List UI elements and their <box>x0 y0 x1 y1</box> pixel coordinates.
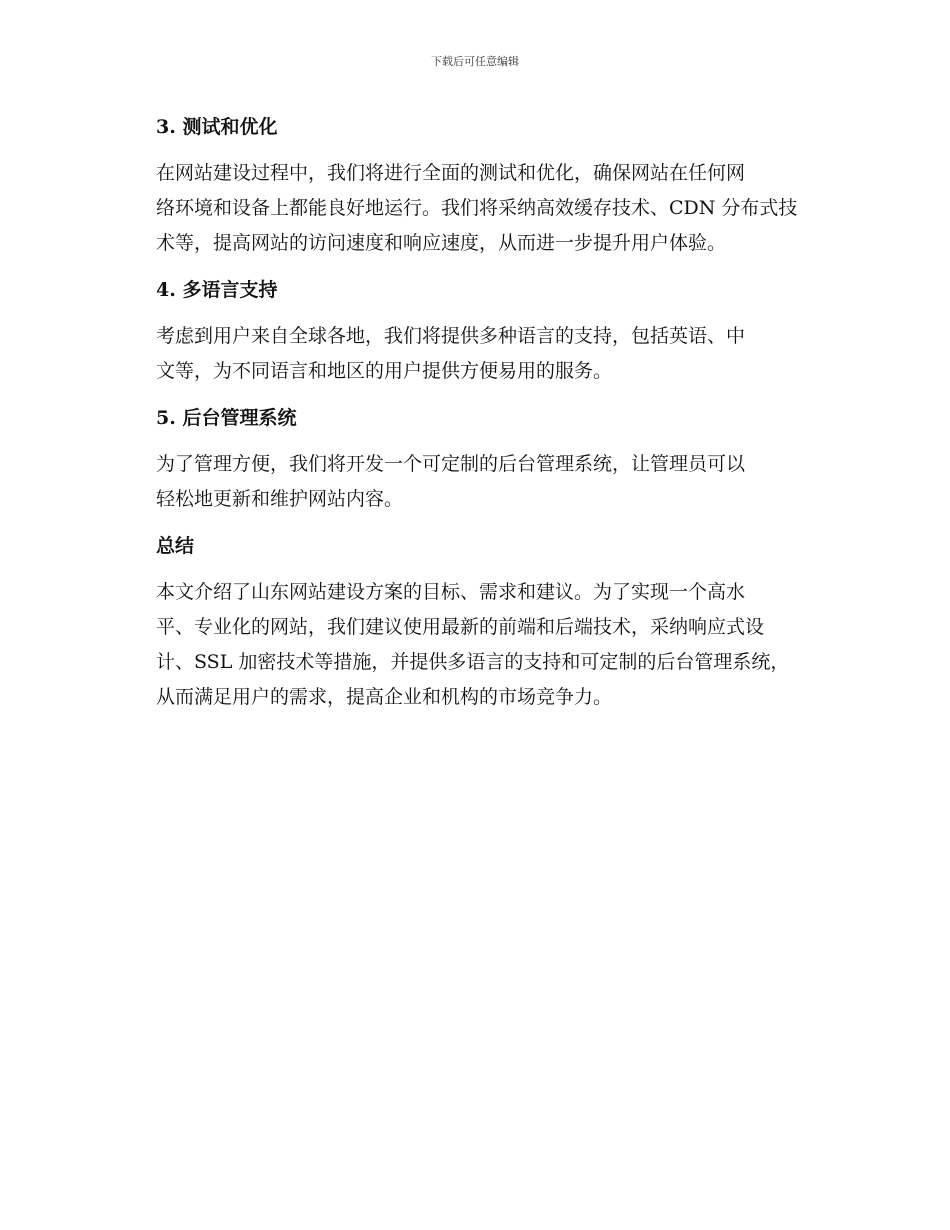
section-paragraph-admin-system <box>112 447 838 517</box>
section-paragraph-multilanguage <box>112 319 838 389</box>
section-paragraph-testing <box>112 156 838 261</box>
paragraph-line: 络环境和设备上都能良好地运行。我们将采纳高效缓存技术、CDN 分布式技 <box>156 197 798 219</box>
paragraph-line: 在网站建设过程中，我们将进行全面的测试和优化，确保网站在任何网 <box>156 162 746 184</box>
paragraph-line: 为了管理方便，我们将开发一个可定制的后台管理系统，让管理员可以 <box>156 453 746 475</box>
paragraph-line: 平、专业化的网站，我们建议使用最新的前端和后端技术，采纳响应式设 <box>156 616 765 638</box>
paragraph-line: 考虑到用户来自全球各地，我们将提供多种语言的支持，包括英语、中 <box>156 325 746 347</box>
section-heading-summary: 总结 <box>156 535 195 557</box>
paragraph-line: 轻松地更新和维护网站内容。 <box>156 488 404 510</box>
document-body <box>112 110 838 727</box>
section-heading-admin-system: 5. 后台管理系统 <box>156 407 297 429</box>
page-header: 下载后可任意编辑 <box>431 55 519 68</box>
paragraph-line: 从而满足用户的需求，提高企业和机构的市场竞争力。 <box>156 686 613 708</box>
paragraph-line: 计、SSL 加密技术等措施，并提供多语言的支持和可定制的后台管理系统， <box>156 651 790 673</box>
section-heading-multilanguage: 4. 多语言支持 <box>156 279 278 301</box>
paragraph-line: 本文介绍了山东网站建设方案的目标、需求和建议。为了实现一个高水 <box>156 581 746 603</box>
section-paragraph-summary <box>112 575 838 715</box>
section-heading-testing: 3. 测试和优化 <box>156 116 278 138</box>
paragraph-line: 术等，提高网站的访问速度和响应速度，从而进一步提升用户体验。 <box>156 232 727 254</box>
paragraph-line: 文等，为不同语言和地区的用户提供方便易用的服务。 <box>156 360 613 382</box>
